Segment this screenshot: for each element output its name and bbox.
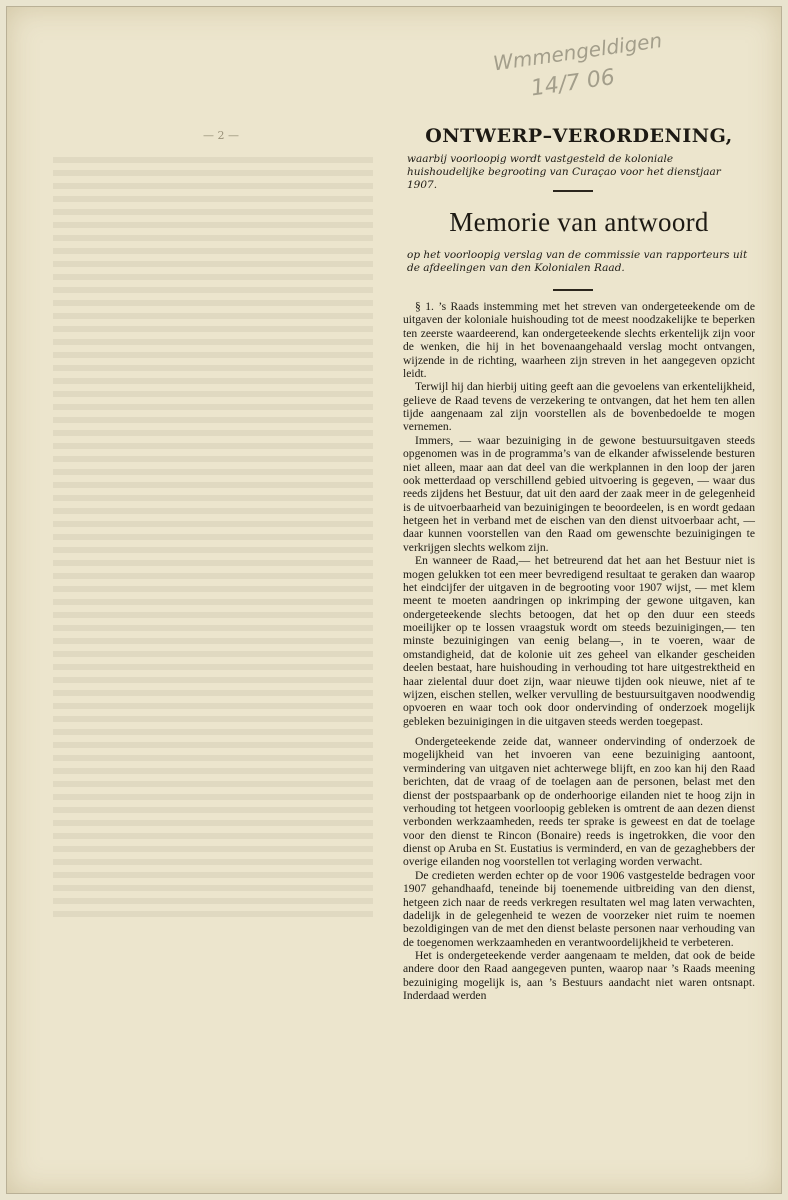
handwritten-date: 14/7 06 <box>529 64 617 102</box>
paragraph: § 1. ’s Raads instemming met het streven van ondergeteekende om de uitgaven der koloniale huishouding tot de meest noodzakelijke te beperken ten zeerste waardeerend, kan ondergeteekende slechts erkentelijk zijn voor de wenken, die hij in het bovenaangehaald verslag mocht ontvangen, wijzende in de richting, waarheen zijn streven in het aangegeven opzicht leidt. <box>403 300 755 380</box>
paragraph: Ondergeteekende zeide dat, wanneer ondervinding of onderzoek de mogelijkheid van het invoeren van eene bezuiniging aantoont, vermindering van uitgaven niet achterwege blijft, en zoo kan hij den Raad berichten, dat de vraag of de toelagen aan de personen, belast met den dienst der postspaarbank op de onderhoorige eilanden niet te hoog zijn in verhouding tot hetgeen voorloopig gebleken is omtrent de aan dezen dienst verbonden werkzaamheden, reeds ter sprake is geweest en dat de toelage voor den dienst te Rincon (Bonaire) reeds is ingetrokken, die voor den dienst op Aruba en St. Eustatius is verminderd, en van de gezaghebbers der overige eilanden nog voorstellen tot verlaging worden verwacht. <box>403 735 755 869</box>
paragraph: Het is ondergeteekende verder aangenaam te melden, dat ook de beide andere door den Raad aangegeven punten, waarop naar ’s Raads meening bezuiniging mogelijk is, aan ’s Bestuurs aandacht niet waren ontsnapt. Inderdaad werden <box>403 949 755 1003</box>
memorie-subtitle: op het voorloopig verslag van de commissie van rapporteurs uit de afdeelingen van den Kolonialen Raad. <box>407 249 748 274</box>
paragraph: Terwijl hij dan hierbij uiting geeft aan die gevoelens van erkentelijkheid, gelieve de Raad tevens de verzekering te ontvangen, dat het hem ten allen tijde aangenaam zal zijn voorstellen als de bovenbedoelde te mogen vernemen. <box>403 380 755 434</box>
document-title: ONTWERP–VERORDENING, <box>425 125 733 147</box>
paragraph: De credieten werden echter op de voor 1906 vastgestelde bedragen voor 1907 gehandhaafd, teneinde bij toenemende uitbreiding van den dienst, hetgeen zich naar de reeds verkregen resultaten wel mag laten verwachten, dadelijk in de gelegenheid te wezen de voorzeker niet ruim te noemen bezoldigingen van de met den dienst belaste personen naar verhouding van de toegenomen werkzaamheden en verantwoordelijkheid te verbeteren. <box>403 868 755 949</box>
paragraph: En wanneer de Raad,— het betreurend dat het aan het Bestuur niet is mogen gelukken tot een meer bevredigend resultaat te geraken dan waarop het eindcijfer der uitgaven in de begrooting voor 1907 wijst, — met klem meent te moeten aandringen op inkrimping der gewone uitgaven, kan ondergeteekende slechts betoogen, dat het op den duur een steeds moeilijker op te lossen vraagstuk wordt om steeds bezuinigingen,— ten minste bezuinigingen van eenig belang—, in te voeren, waar de omstandigheid, dat de kolonie uit zes geheel van elkander gescheiden deelen bestaat, hare huishouding in verhouding tot hare uitgestrektheid en haar zielental duur doet zijn, waar nieuwe tijden ook nieuwe, niet af te wijzen, eischen stellen, welker vervulling de bestuursuitgaven noodwendig opvoeren en waar toch ook door ondervinding of onderzoek mogelijk gebleken bezuinigingen in die uitgaven steeds werden toegepast. <box>403 554 755 728</box>
body-text <box>403 300 755 1003</box>
divider-rule <box>553 190 593 192</box>
paragraph: Immers, — waar bezuiniging in de gewone bestuursuitgaven steeds opgenomen was in de programma’s van de elkander afwisselende besturen niet alleen, maar aan dat deel van die werkplannen in den loop der jaren ook metterdaad op verschillend gebied uitvoering is gegeven, — waar dus reeds zijdens het Bestuur, dat uit den aard der zaak meer in de gelegenheid is de uitvoerbaarheid van bezuinigingen te beoordeelen, is en wordt gedaan hetgeen het in verband met de eischen van den dienst uitvoerbaar acht, — daar kunnen voorstellen van den Raad om gewenschte bezuinigingen te verkrijgen slechts welkom zijn. <box>403 433 755 554</box>
bleed-through-text <box>53 157 373 917</box>
handwritten-annotation <box>491 28 664 111</box>
page-number: — 2 — <box>203 129 239 142</box>
document-page <box>6 6 782 1194</box>
handwritten-note: Wmmengeldigen <box>491 28 664 76</box>
divider-rule <box>553 289 593 291</box>
memorie-title: Memorie van antwoord <box>449 207 709 237</box>
document-subtitle: waarbij voorloopig wordt vastgesteld de koloniale huishoudelijke begrooting van Curaçao voor het dienstjaar 1907. <box>407 153 721 191</box>
